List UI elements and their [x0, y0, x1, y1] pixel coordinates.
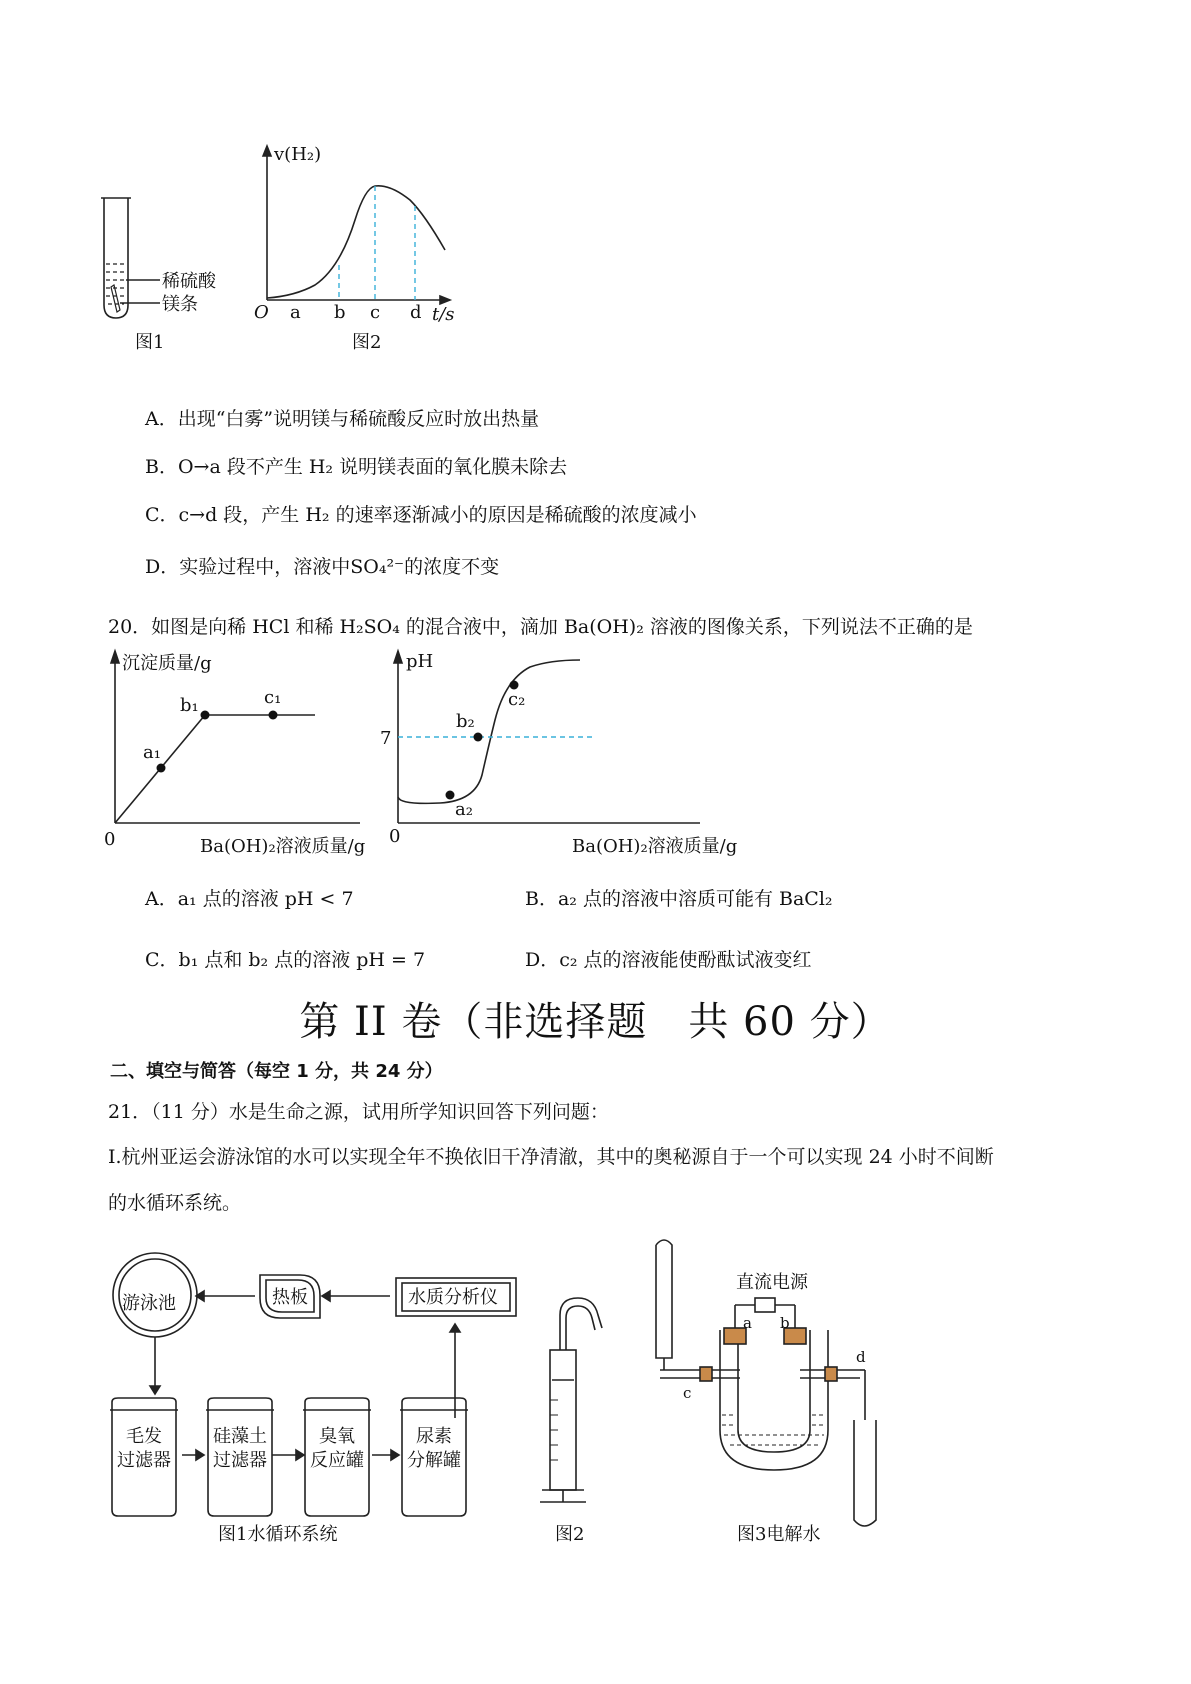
tank2-line2: 过滤器: [213, 1450, 267, 1471]
point-a1: [157, 764, 166, 773]
part2-title: 第 II 卷（非选择题 共 60 分）: [299, 999, 892, 1045]
g1-b1: b₁: [180, 695, 199, 716]
q21-text1: I.杭州亚运会游泳馆的水可以实现全年不换依旧干净清澈，其中的奥秘源自于一个可以实现 24 小时不间断: [108, 1146, 994, 1168]
q19-option-b: B．O→a 段不产生 H₂ 说明镁表面的氧化膜未除去: [145, 456, 568, 478]
g2-b2: b₂: [456, 711, 475, 732]
tick-c: c: [370, 302, 381, 323]
q20-option-b: B．a₂ 点的溶液中溶质可能有 BaCl₂: [525, 888, 833, 910]
ph-graph: [394, 651, 700, 823]
g1-origin: 0: [104, 829, 116, 850]
label-power: 直流电源: [736, 1272, 808, 1293]
label-mg: 镁条: [162, 294, 198, 315]
q20-option-d: D．c₂ 点的溶液能使酚酞试液变红: [525, 949, 812, 971]
tank2-line1: 硅藻土: [213, 1426, 267, 1447]
precipitate-graph: [111, 651, 360, 823]
q19-option-c: C．c→d 段，产生 H₂ 的速率逐渐减小的原因是稀硫酸的浓度减小: [145, 504, 697, 526]
point-c1: [269, 711, 278, 720]
water-figures: [100, 1220, 1100, 1550]
rate-ylabel: v(H₂): [274, 144, 322, 165]
q20-option-a: A．a₁ 点的溶液 pH < 7: [145, 888, 354, 910]
q19-option-a: A．出现“白雾”说明镁与稀硫酸反应时放出热量: [145, 408, 540, 430]
g2-ytick: 7: [380, 728, 392, 749]
tank4-line1: 尿素: [416, 1426, 452, 1447]
label-d: d: [856, 1348, 866, 1366]
g1-a1: a₁: [143, 742, 161, 763]
fig-water-caption: 图1水循环系统: [218, 1524, 338, 1545]
tank1-line1: 毛发: [126, 1426, 162, 1447]
g1-ylabel: 沉淀质量/g: [122, 653, 212, 674]
g2-origin: 0: [389, 826, 401, 847]
fig-syringe-caption: 图2: [555, 1524, 585, 1545]
g1-c1: c₁: [264, 687, 282, 708]
test-tube-icon: [101, 198, 160, 318]
label-analyzer: 水质分析仪: [408, 1287, 498, 1308]
tank1-line2: 过滤器: [117, 1450, 171, 1471]
tank3-line1: 臭氧: [319, 1426, 355, 1447]
q19-d-post: 的浓度不变: [404, 556, 500, 578]
section-heading: 二、填空与简答（每空 1 分，共 24 分）: [110, 1061, 443, 1082]
point-b1: [201, 711, 210, 720]
g2-a2: a₂: [455, 799, 473, 820]
q19-d-pre: D．实验过程中，溶液中: [145, 556, 351, 578]
point-a2: [446, 791, 455, 800]
fig2-caption: 图2: [352, 332, 382, 353]
syringe-icon: [540, 1298, 602, 1502]
tick-b: b: [334, 302, 346, 323]
q20-stem: 20．如图是向稀 HCl 和稀 H₂SO₄ 的混合液中，滴加 Ba(OH)₂ 溶液的图像关系，下列说法不正确的是: [108, 616, 973, 638]
label-b: b: [780, 1314, 790, 1332]
g1-xlabel: Ba(OH)₂溶液质量/g: [200, 836, 366, 857]
label-acid: 稀硫酸: [162, 271, 216, 292]
g2-c2: c₂: [508, 689, 526, 710]
q20-option-c: C．b₁ 点和 b₂ 点的溶液 pH = 7: [145, 949, 426, 971]
g2-ylabel: pH: [406, 651, 434, 672]
rate-graph: [263, 146, 450, 304]
tank4-line2: 分解罐: [407, 1450, 461, 1471]
tick-a: a: [290, 302, 301, 323]
fig1-caption: 图1: [135, 332, 165, 353]
rate-xlabel: t/s: [432, 304, 455, 325]
g2-xlabel: Ba(OH)₂溶液质量/g: [572, 836, 738, 857]
fig-electrolysis-caption: 图3电解水: [737, 1524, 821, 1545]
q21-stem: 21．（11 分）水是生命之源，试用所学知识回答下列问题：: [108, 1101, 609, 1123]
label-hotplate: 热板: [272, 1287, 308, 1308]
label-a: a: [743, 1314, 752, 1332]
q20-graphs: [100, 645, 760, 860]
point-b2: [474, 733, 483, 742]
q19-option-d: [145, 552, 499, 579]
q19-figures: [90, 140, 490, 355]
label-pool: 游泳池: [122, 1293, 176, 1314]
tank3-line2: 反应罐: [310, 1450, 364, 1471]
tick-d: d: [410, 302, 422, 323]
q21-text2: 的水循环系统。: [108, 1192, 242, 1214]
rate-origin: O: [254, 302, 269, 323]
label-c: c: [683, 1384, 692, 1402]
q19-d-ion: SO₄²⁻: [350, 556, 405, 578]
